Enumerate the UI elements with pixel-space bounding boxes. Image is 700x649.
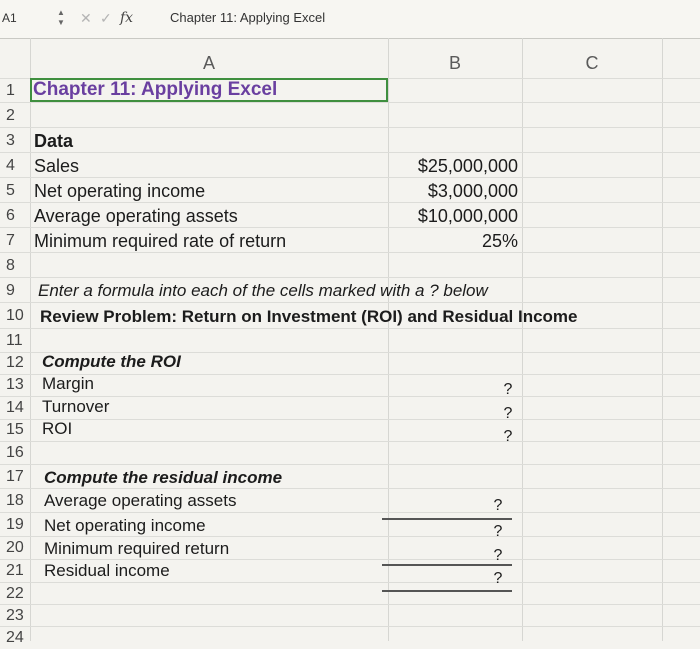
turnover-value[interactable]: ?: [503, 405, 513, 422]
ri-value[interactable]: ?: [493, 570, 503, 587]
spreadsheet-grid[interactable]: [0, 38, 700, 646]
insert-function-icon[interactable]: fx: [120, 10, 134, 26]
gridline: [0, 102, 700, 103]
cell-border: [382, 590, 512, 592]
gridline: [0, 302, 700, 303]
row-header[interactable]: 7: [6, 232, 15, 249]
row-header[interactable]: 23: [6, 607, 24, 624]
gridline: [0, 328, 700, 329]
row-header[interactable]: 1: [6, 82, 15, 99]
sales-value[interactable]: $25,000,000: [417, 156, 518, 176]
row-header[interactable]: 10: [6, 307, 24, 324]
name-box-stepper[interactable]: [56, 8, 66, 30]
row-header[interactable]: 8: [6, 257, 15, 274]
ri-noi-label[interactable]: Net operating income: [44, 516, 206, 535]
row-header[interactable]: 21: [6, 562, 24, 579]
gridline: [0, 582, 700, 583]
row-header[interactable]: 24: [6, 629, 24, 646]
roi-label[interactable]: ROI: [42, 419, 73, 438]
row-header[interactable]: 19: [6, 516, 24, 533]
column-header-c[interactable]: C: [585, 53, 599, 73]
column-header-b[interactable]: B: [448, 53, 461, 73]
aoa-value[interactable]: $10,000,000: [417, 206, 518, 226]
gridline: [0, 626, 700, 627]
row-header[interactable]: 11: [6, 332, 23, 349]
row-header[interactable]: 6: [6, 207, 15, 224]
cell-border: [382, 564, 512, 566]
row-header[interactable]: 20: [6, 539, 24, 556]
cell-border: [382, 518, 512, 520]
row-header[interactable]: 18: [6, 492, 24, 509]
row-header[interactable]: 3: [6, 132, 15, 149]
cancel-icon[interactable]: ✕: [80, 10, 92, 26]
gridline: [0, 202, 700, 203]
aoa-label[interactable]: Average operating assets: [34, 206, 238, 226]
gridline: [0, 441, 700, 442]
gridline: [0, 277, 700, 278]
gridline: [0, 419, 700, 420]
noi-label[interactable]: Net operating income: [34, 181, 206, 201]
turnover-label[interactable]: Turnover: [42, 397, 110, 416]
sales-label[interactable]: Sales: [34, 156, 80, 176]
ri-header[interactable]: Compute the residual income: [44, 468, 283, 487]
gridline: [662, 38, 663, 641]
formula-input[interactable]: Chapter 11: Applying Excel: [170, 10, 326, 25]
mrr-label[interactable]: Minimum required rate of return: [34, 231, 287, 251]
row-header[interactable]: 5: [6, 182, 15, 199]
column-header-a[interactable]: A: [202, 53, 215, 73]
row-header[interactable]: 9: [6, 282, 15, 299]
gridline: [0, 252, 700, 253]
gridline: [0, 604, 700, 605]
noi-value[interactable]: $3,000,000: [427, 181, 518, 201]
instruction-text[interactable]: Enter a formula into each of the cells marked with a ? below: [38, 281, 488, 300]
sheet-title: Chapter 11: Applying Excel: [33, 79, 278, 100]
gridline: [0, 177, 700, 178]
ri-aoa-label[interactable]: Average operating assets: [44, 491, 237, 510]
gridline: [522, 38, 523, 641]
roi-value[interactable]: ?: [503, 428, 513, 445]
name-box[interactable]: A1: [2, 11, 17, 25]
row-header[interactable]: 16: [6, 444, 24, 461]
gridline: [0, 512, 700, 513]
row-header[interactable]: 14: [6, 399, 24, 416]
roi-header[interactable]: Compute the ROI: [42, 352, 181, 371]
ri-aoa-value[interactable]: ?: [493, 497, 503, 514]
row-header[interactable]: 2: [6, 107, 15, 124]
row-header[interactable]: 17: [6, 468, 24, 485]
stepper-down-icon[interactable]: ▼: [57, 18, 65, 27]
mrr-value[interactable]: 25%: [481, 231, 518, 251]
margin-label[interactable]: Margin: [42, 374, 94, 393]
ri-label[interactable]: Residual income: [44, 561, 170, 580]
row-header[interactable]: 12: [6, 354, 24, 371]
confirm-icon[interactable]: ✓: [100, 10, 112, 26]
stepper-up-icon[interactable]: ▲: [57, 8, 65, 17]
data-header[interactable]: Data: [34, 131, 74, 151]
ri-noi-value[interactable]: ?: [493, 523, 503, 540]
row-header[interactable]: 22: [6, 585, 24, 602]
review-header[interactable]: Review Problem: Return on Investment (ROI) and Residual Income: [40, 307, 578, 326]
formula-bar: [0, 0, 700, 39]
row-header[interactable]: 4: [6, 157, 15, 174]
gridline: [0, 152, 700, 153]
gridline: [0, 227, 700, 228]
gridline: [388, 38, 389, 641]
margin-value[interactable]: ?: [503, 381, 513, 398]
gridline: [0, 464, 700, 465]
row-header[interactable]: 13: [6, 376, 24, 393]
gridline: [0, 374, 700, 375]
gridline: [0, 127, 700, 128]
ri-mrr-value[interactable]: ?: [493, 547, 503, 564]
row-header[interactable]: 15: [6, 421, 24, 438]
ri-mrr-label[interactable]: Minimum required return: [44, 539, 230, 558]
